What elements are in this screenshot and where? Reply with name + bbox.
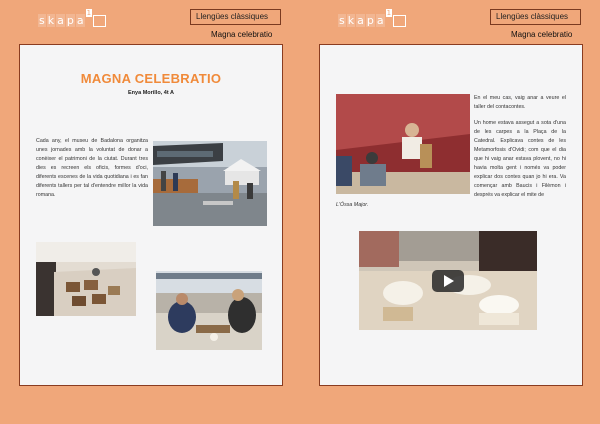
- article-name-right: Magna celebratio: [511, 30, 573, 39]
- skapa-logo-left: s k a p a 1: [38, 9, 106, 27]
- storyteller-tent-photo: [336, 94, 470, 194]
- workshop-table-photo: [36, 242, 136, 316]
- paragraph-2-a: Un home estava assegut a sota d'una de les carpes a la Plaça de la Catedral. Explicava contes de les Metamorfosis d'Ovidi; com que el dia que hi vaig anar estava plovent, no hi havia molta gent i només va poder explicar dos contes quan jo hi era. Va començar amb Baucis i Filèmon i després va explicar el mite de: [474, 120, 566, 198]
- right-page: [319, 44, 583, 386]
- paragraph-1: En el meu cas, vaig anar a veure el taller del contacontes.: [474, 95, 566, 110]
- logo-mark-icon: [93, 15, 106, 27]
- video-player[interactable]: [359, 231, 537, 330]
- course-label-right: Llengües clàssiques: [490, 9, 581, 25]
- intro-paragraph: Cada any, el museu de Badalona organitza unes jornades amb la voluntat de donar a conèixer el patrimoni de la ciutat. Durant tres dies es recreen els oficis, formes d'oci, diferents escenes de la vida quotidiana i es fan diferents tallers per tal d'entendre millor la vida romana.: [36, 138, 148, 198]
- article-name-left: Magna celebratio: [211, 30, 273, 39]
- paragraph-2-b: L'Óssa Major.: [336, 202, 369, 208]
- article-author: Enya Morillo, 4t A: [128, 90, 174, 96]
- logo-mark-icon: [393, 15, 406, 27]
- play-icon[interactable]: [432, 270, 464, 292]
- museum-street-photo: [153, 141, 267, 226]
- article-title: MAGNA CELEBRATIO: [80, 71, 222, 86]
- left-page: [19, 44, 283, 386]
- crafting-people-photo: [156, 271, 262, 350]
- skapa-logo-right: s k a p a 1: [338, 9, 406, 27]
- course-label-left: Llengües clàssiques: [190, 9, 281, 25]
